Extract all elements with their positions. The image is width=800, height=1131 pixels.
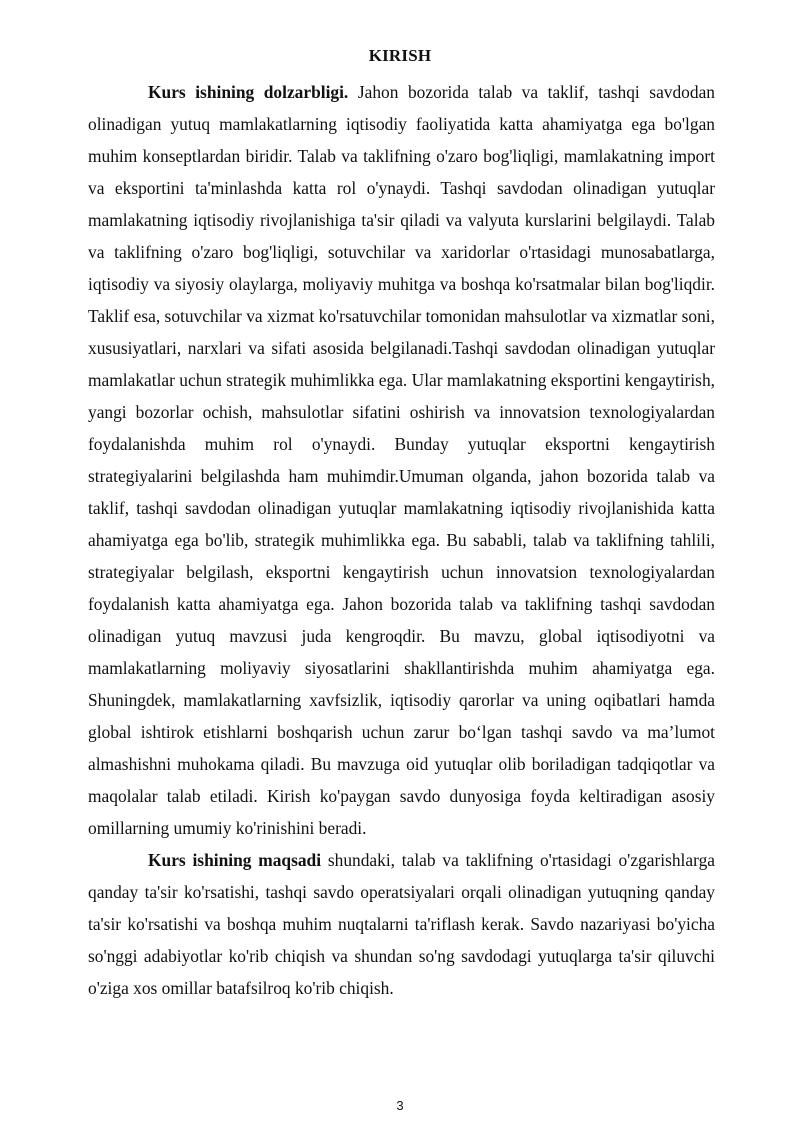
paragraph-text: shundaki, talab va taklifning o'rtasidagi o'zgarishlarga qanday ta'sir ko'rsatishi, tashqi savdo operatsiyalari orqali olinadigan yutuqning qanday ta'sir ko'rsatishi va boshqa muhim nuqtalarni ta'riflash kerak. Savdo nazariyasi bo'yicha so'nggi adabiyotlar ko'rib chiqish va shundan so'ng savdodagi yutuqlarga ta'sir qiluvchi o'ziga xos omillar batafsilroq ko'rib chiqish. [88,850,715,998]
paragraph-lead: Kurs ishining maqsadi [148,850,322,870]
paragraph-lead: Kurs ishining dolzarbligi. [148,82,349,102]
body-text [88,76,715,1004]
paragraph-goal [88,844,715,1004]
page-number: 3 [396,1098,404,1113]
page-title: KIRISH [368,46,432,65]
paragraph-text: Jahon bozorida talab va taklif, tashqi savdodan olinadigan yutuq mamlakatlarning iqtisodiy faoliyatida katta ahamiyatga ega bo'lgan muhim konseptlardan biridir. Talab va taklifning o'zaro bog'liqligi, mamlakatning import va eksportini ta'minlashda katta rol o'ynaydi. Tashqi savdodan olinadigan yutuqlar mamlakatning iqtisodiy rivojlanishiga ta'sir qiladi va valyuta kurslarini belgilaydi. Talab va taklifning o'zaro bog'liqligi, sotuvchilar va xaridorlar o'rtasidagi munosabatlarga, iqtisodiy va siyosiy olaylarga, moliyaviy muhitga va boshqa ko'rsatmalar bilan bog'liqdir. Taklif esa, sotuvchilar va xizmat ko'rsatuvchilar tomonidan mahsulotlar va xizmatlar soni, xususiyatlari, narxlari va sifati asosida belgilanadi.Tashqi savdodan olinadigan yutuqlar mamlakatlar uchun strategik muhimlikka ega. Ular mamlakatning eksportini kengaytirish, yangi bozorlar ochish, mahsulotlar sifatini oshirish va innovatsion texnologiyalardan foydalanishda muhim rol o'ynaydi. Bunday yutuqlar eksportni kengaytirish strategiyalarini belgilashda ham muhimdir.Umuman olganda, jahon bozorida talab va taklif, tashqi savdodan olinadigan yutuqlar mamlakatning iqtisodiy rivojlanishida katta ahamiyatga ega bo'lib, strategik muhimlikka ega. Bu sababli, talab va taklifning tahlili, strategiyalar belgilash, eksportni kengaytirish uchun innovatsion texnologiyalardan foydalanish katta ahamiyatga ega. Jahon bozorida talab va taklifning tashqi savdodan olinadigan yutuq mavzusi juda kengroqdir. Bu mavzu, global iqtisodiyotni va mamlakatlarning moliyaviy siyosatlarini shakllantirishda muhim ahamiyatga ega. Shuningdek, mamlakatlarning xavfsizlik, iqtisodiy qarorlar va uning oqibatlari hamda global ishtirok etishlarni boshqarish uchun zarur bo‘lgan tashqi savdo va ma’lumot almashishni muhokama qiladi. Bu mavzuga oid yutuqlar olib boriladigan tadqiqotlar va maqolalar talab etiladi. Kirish ko'paygan savdo dunyosiga foyda keltiradigan asosiy omillarning umumiy ko'rinishini beradi. [88,82,715,838]
paragraph-relevance [88,76,715,844]
